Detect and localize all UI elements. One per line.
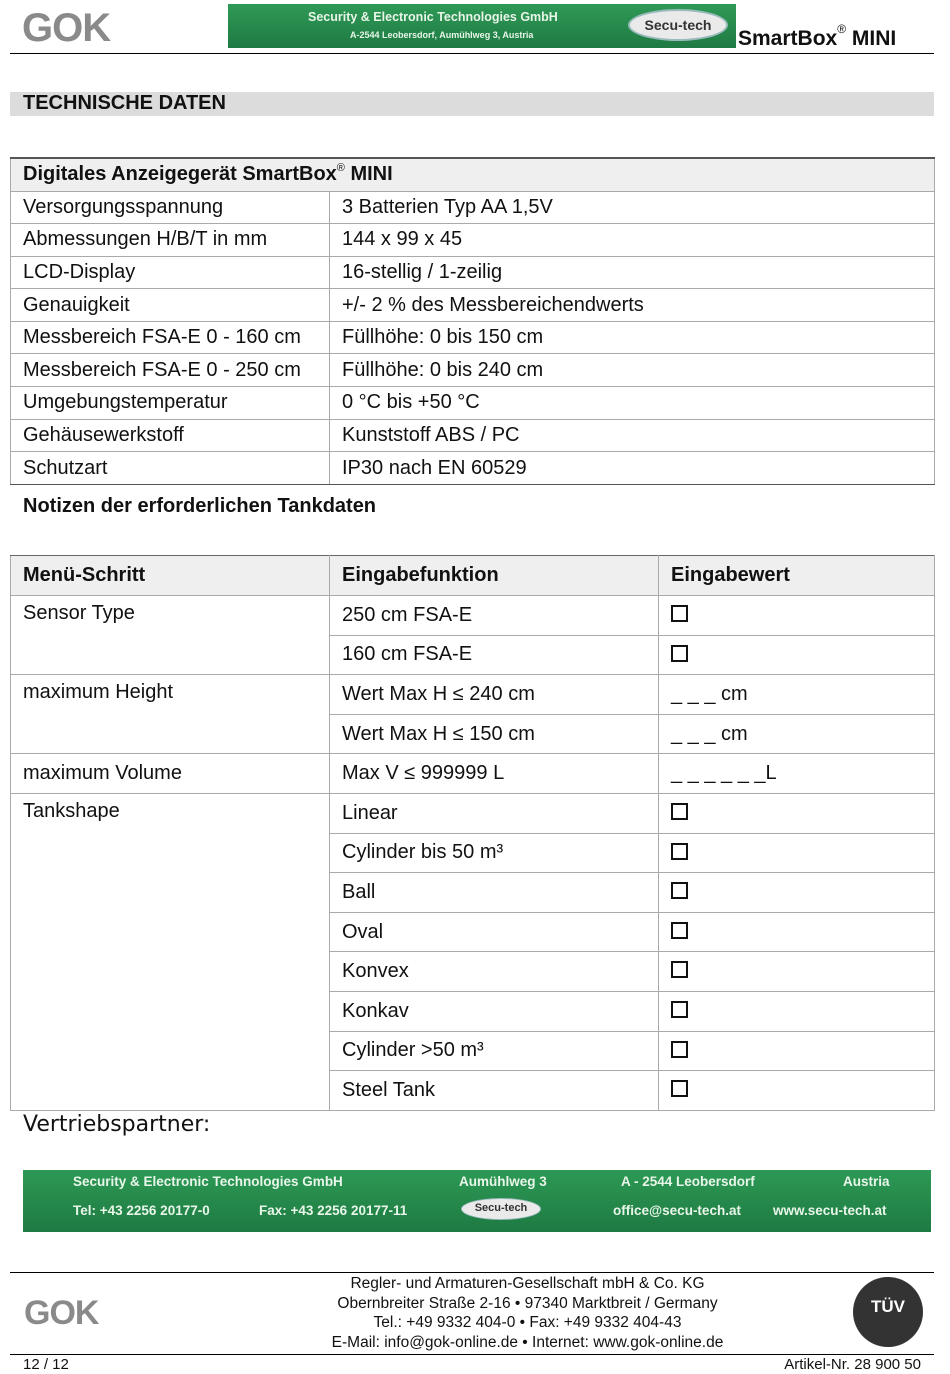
spec-value: +/- 2 % des Messbereichendwerts (330, 289, 935, 322)
input-function: 250 cm FSA-E (330, 596, 659, 636)
section-heading: TECHNISCHE DATEN (10, 92, 934, 116)
spec-value: 3 Batterien Typ AA 1,5V (330, 191, 935, 224)
input-function: Ball (330, 873, 659, 913)
checkbox-icon[interactable] (671, 605, 688, 622)
company-info (290, 1274, 765, 1352)
spec-title-text: Digitales Anzeigegerät SmartBox (23, 163, 337, 186)
col-header-menu-step: Menü-Schritt (11, 556, 330, 596)
spec-label: Genauigkeit (11, 289, 330, 322)
partner-tel: Tel: +43 2256 20177-0 (73, 1203, 210, 1218)
spec-row (11, 452, 935, 485)
partner-website[interactable]: www.secu-tech.at (773, 1203, 887, 1218)
spec-row (11, 191, 935, 224)
input-value-cell (659, 1031, 935, 1071)
checkbox-icon[interactable] (671, 1080, 688, 1097)
gok-logo (22, 8, 110, 48)
spec-row (11, 224, 935, 257)
spec-label: Versorgungsspannung (11, 191, 330, 224)
checkbox-icon[interactable] (671, 645, 688, 662)
checkbox-icon[interactable] (671, 882, 688, 899)
spec-row (11, 419, 935, 452)
input-value-cell (659, 991, 935, 1031)
input-value[interactable]: _ _ _ cm (659, 714, 935, 754)
input-function: Wert Max H ≤ 150 cm (330, 714, 659, 754)
input-value-cell (659, 912, 935, 952)
input-value-cell (659, 873, 935, 913)
tank-table-header-row (11, 556, 935, 596)
input-value-cell (659, 833, 935, 873)
input-value-cell (659, 635, 935, 675)
table-row (11, 596, 935, 636)
partner-country: Austria (843, 1174, 890, 1189)
secu-tech-logo: Secu-tech (461, 1198, 541, 1220)
table-row (11, 793, 935, 833)
spec-table-title (11, 158, 935, 191)
input-function: Linear (330, 793, 659, 833)
input-function: Steel Tank (330, 1071, 659, 1111)
company-phone: Tel.: +49 9332 404-0 • Fax: +49 9332 404-43 (373, 1314, 682, 1331)
checkbox-icon[interactable] (671, 803, 688, 820)
spec-value: 144 x 99 x 45 (330, 224, 935, 257)
spec-label: Abmessungen H/B/T in mm (11, 224, 330, 257)
tuv-seal-icon (853, 1277, 923, 1347)
spec-label: Schutzart (11, 452, 330, 485)
secu-tech-logo: Secu-tech (628, 9, 728, 41)
spec-row (11, 354, 935, 387)
spec-label: LCD-Display (11, 256, 330, 289)
product-name: SmartBox (738, 27, 838, 50)
input-function: Oval (330, 912, 659, 952)
spec-row (11, 321, 935, 354)
col-header-input-function: Eingabefunktion (330, 556, 659, 596)
checkbox-icon[interactable] (671, 843, 688, 860)
spec-title-suffix: MINI (350, 163, 393, 186)
spec-label: Gehäusewerkstoff (11, 419, 330, 452)
spec-value: 0 °C bis +50 °C (330, 387, 935, 420)
partner-street: Aumühlweg 3 (459, 1174, 547, 1189)
spec-value: Füllhöhe: 0 bis 150 cm (330, 321, 935, 354)
registered-mark: ® (837, 22, 847, 36)
article-number: Artikel-Nr. 28 900 50 (784, 1356, 921, 1373)
spec-value: Kunststoff ABS / PC (330, 419, 935, 452)
header-divider (10, 53, 934, 54)
menu-step: maximum Height (11, 675, 330, 754)
menu-step: maximum Volume (11, 754, 330, 794)
partner-city: A - 2544 Leobersdorf (621, 1174, 755, 1189)
spec-value: 16-stellig / 1-zeilig (330, 256, 935, 289)
spec-row (11, 289, 935, 322)
partner-company: Security & Electronic Technologies GmbH (73, 1174, 343, 1189)
input-function: Max V ≤ 999999 L (330, 754, 659, 794)
gok-footer-logo-text: GOK (24, 1294, 99, 1332)
gok-logo-text: GOK (22, 6, 111, 50)
company-contact: E-Mail: info@gok-online.de • Internet: www.gok-online.de (331, 1333, 724, 1351)
product-title (738, 22, 897, 51)
spec-table (10, 157, 935, 485)
secu-tech-header-banner (228, 4, 736, 48)
input-value[interactable]: _ _ _ cm (659, 675, 935, 715)
input-value-cell (659, 1071, 935, 1111)
table-row (11, 675, 935, 715)
spec-title-reg: ® (336, 161, 345, 174)
input-value-cell (659, 793, 935, 833)
distribution-partner-label: Vertriebspartner: (23, 1112, 214, 1137)
gok-footer-logo (24, 1296, 98, 1330)
banner-address: A-2544 Leobersdorf, Aumühlweg 3, Austria (350, 30, 534, 40)
partner-fax: Fax: +43 2256 20177-11 (259, 1203, 408, 1218)
footer-divider (10, 1272, 934, 1273)
input-function: Wert Max H ≤ 240 cm (330, 675, 659, 715)
table-row (11, 754, 935, 794)
checkbox-icon[interactable] (671, 922, 688, 939)
product-suffix: MINI (851, 27, 897, 50)
bottom-divider (10, 1354, 934, 1355)
spec-row (11, 256, 935, 289)
spec-label: Messbereich FSA-E 0 - 250 cm (11, 354, 330, 387)
checkbox-icon[interactable] (671, 961, 688, 978)
checkbox-icon[interactable] (671, 1001, 688, 1018)
menu-step: Sensor Type (11, 596, 330, 675)
input-function: Cylinder bis 50 m³ (330, 833, 659, 873)
input-function: Cylinder >50 m³ (330, 1031, 659, 1071)
spec-value: Füllhöhe: 0 bis 240 cm (330, 354, 935, 387)
input-function: 160 cm FSA-E (330, 635, 659, 675)
spec-row (11, 387, 935, 420)
input-function: Konvex (330, 952, 659, 992)
page-number: 12 / 12 (23, 1356, 69, 1373)
spec-value: IP30 nach EN 60529 (330, 452, 935, 485)
input-value-cell (659, 952, 935, 992)
checkbox-icon[interactable] (671, 1041, 688, 1058)
spec-label: Umgebungstemperatur (11, 387, 330, 420)
company-address: Obernbreiter Straße 2-16 • 97340 Marktbreit / Germany (337, 1294, 718, 1312)
input-value-cell (659, 596, 935, 636)
input-function: Konkav (330, 991, 659, 1031)
banner-company: Security & Electronic Technologies GmbH (308, 10, 558, 24)
col-header-input-value: Eingabewert (659, 556, 935, 596)
tuv-seal-text: TÜV (871, 1297, 905, 1316)
input-value[interactable]: _ _ _ _ _ _L (659, 754, 935, 794)
menu-step: Tankshape (11, 793, 330, 1110)
notes-heading: Notizen der erforderlichen Tankdaten (23, 495, 377, 517)
spec-table-title-row (11, 158, 935, 191)
company-name: Regler- und Armaturen-Gesellschaft mbH & Co. KG (350, 1275, 705, 1292)
partner-email[interactable]: office@secu-tech.at (613, 1203, 741, 1218)
spec-label: Messbereich FSA-E 0 - 160 cm (11, 321, 330, 354)
tank-data-table (10, 555, 935, 1111)
partner-banner (23, 1170, 931, 1232)
